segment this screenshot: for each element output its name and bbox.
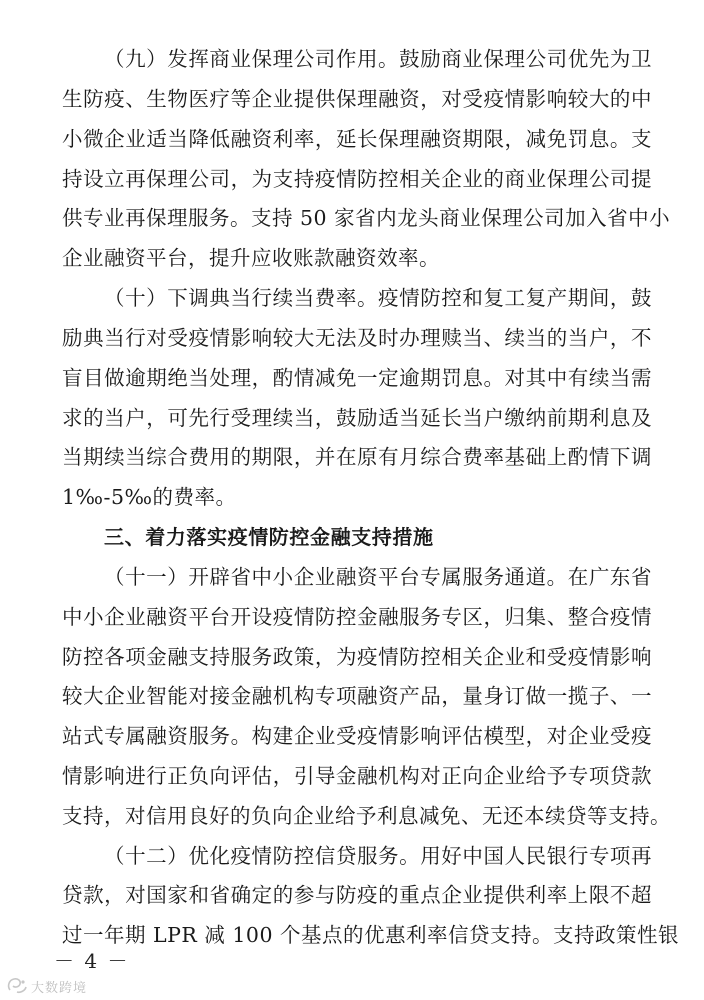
text-line: （九）发挥商业保理公司作用。鼓励商业保理公司优先为卫 — [104, 47, 652, 71]
text-line: 当期续当综合费用的期限，并在原有月综合费率基础上酌情下调 — [62, 445, 652, 469]
text-line: （十二）优化疫情防控信贷服务。用好中国人民银行专项再 — [104, 844, 652, 868]
text-line: 防控各项金融支持服务政策，为疫情防控相关企业和受疫情影响 — [62, 645, 652, 669]
text-line: 励典当行对受疫情影响较大无法及时办理赎当、续当的当户，不 — [62, 326, 652, 350]
page-number: － 4 － — [54, 949, 130, 973]
text-line: 企业融资平台，提升应收账款融资效率。 — [62, 246, 440, 270]
text-line: 情影响进行正负向评估，引导金融机构对正向企业给予专项贷款 — [62, 764, 652, 788]
text-line: 支持，对信用良好的负向企业给予利息减免、无还本续贷等支持。 — [62, 804, 671, 828]
watermark-logo-icon — [6, 976, 28, 996]
text-line: 盲目做逾期绝当处理，酌情减免一定逾期罚息。对其中有续当需 — [62, 366, 652, 390]
watermark — [6, 975, 87, 997]
text-line: 中小企业融资平台开设疫情防控金融服务专区，归集、整合疫情 — [62, 605, 652, 629]
text-line: （十一）开辟省中小企业融资平台专属服务通道。在广东省 — [104, 565, 652, 589]
text-line: 生防疫、生物医疗等企业提供保理融资，对受疫情影响较大的中 — [62, 87, 652, 111]
text-line: 小微企业适当降低融资利率，延长保理融资期限，减免罚息。支 — [62, 127, 652, 151]
text-line: 求的当户，可先行受理续当，鼓励适当延长当户缴纳前期利息及 — [62, 406, 652, 430]
text-line: 站式专属融资服务。构建企业受疫情影响评估模型，对企业受疫 — [62, 724, 652, 748]
text-line: 持设立再保理公司，为支持疫情防控相关企业的商业保理公司提 — [62, 167, 652, 191]
text-line: 贷款，对国家和省确定的参与防疫的重点企业提供利率上限不超 — [62, 883, 652, 907]
text-line: （十）下调典当行续当费率。疫情防控和复工复产期间，鼓 — [104, 286, 652, 310]
text-line: 过一年期 LPR 减 100 个基点的优惠利率信贷支持。支持政策性银 — [62, 923, 680, 947]
section-heading: 三、着力落实疫情防控金融支持措施 — [104, 525, 434, 549]
text-line: 1‰-5‰的费率。 — [62, 485, 237, 509]
text-line: 较大企业智能对接金融机构专项融资产品，量身订做一揽子、一 — [62, 684, 652, 708]
text-line: 供专业再保理服务。支持 50 家省内龙头商业保理公司加入省中小 — [62, 206, 671, 230]
watermark-text: 大数跨境 — [31, 980, 88, 996]
